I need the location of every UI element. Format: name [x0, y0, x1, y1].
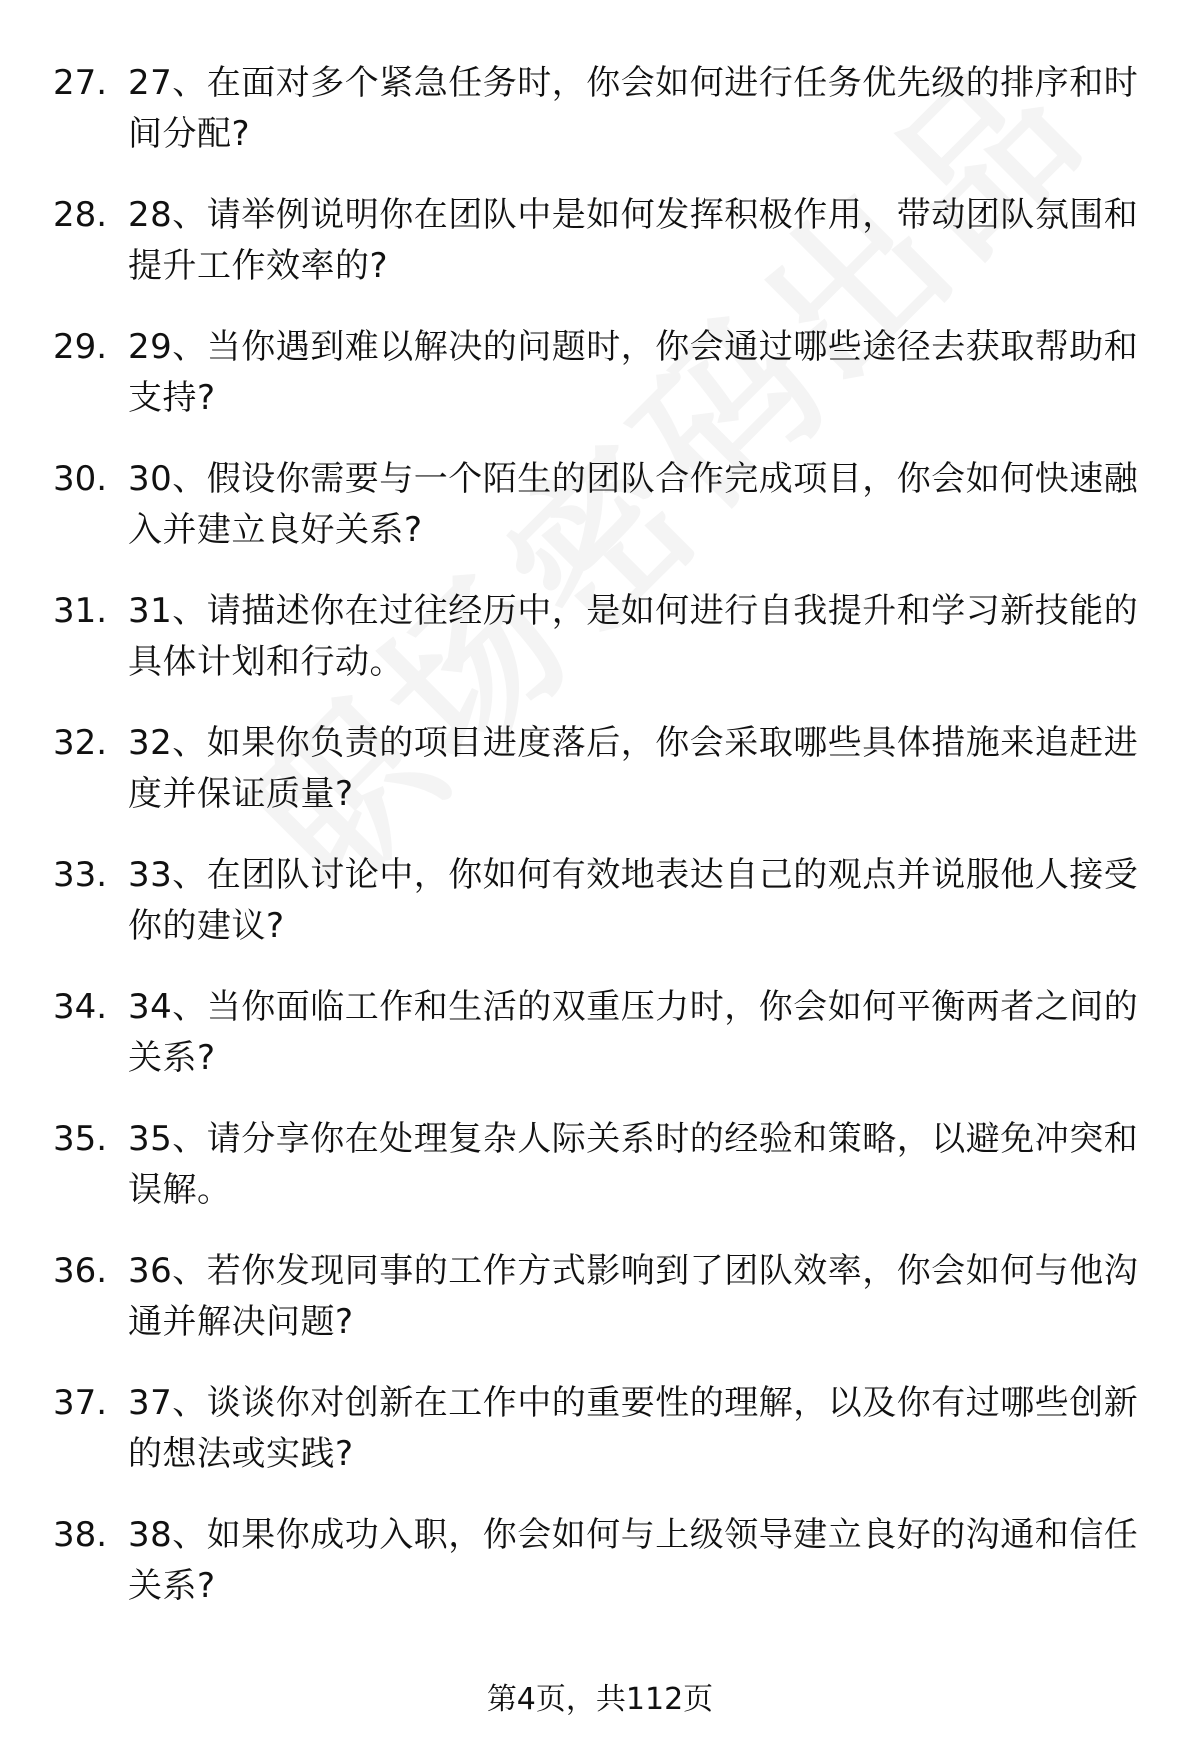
item-number: 36.	[53, 1251, 108, 1291]
item-number: 33.	[53, 855, 108, 895]
question-text: 29、当你遇到难以解决的问题时，你会通过哪些途径去获取帮助和支持?	[128, 327, 1139, 418]
item-number: 31.	[53, 591, 108, 631]
item-number: 34.	[53, 987, 108, 1027]
question-text: 27、在面对多个紧急任务时，你会如何进行任务优先级的排序和时间分配?	[128, 63, 1139, 154]
question-text: 31、请描述你在过往经历中，是如何进行自我提升和学习新技能的具体计划和行动。	[128, 591, 1139, 682]
question-list	[0, 58, 1200, 1642]
list-item	[0, 190, 1200, 322]
item-number: 30.	[53, 459, 108, 499]
question-text: 28、请举例说明你在团队中是如何发挥积极作用，带动团队氛围和提升工作效率的?	[128, 195, 1139, 286]
question-text: 32、如果你负责的项目进度落后，你会采取哪些具体措施来追赶进度并保证质量?	[128, 723, 1139, 814]
item-number: 28.	[53, 195, 108, 235]
question-text: 30、假设你需要与一个陌生的团队合作完成项目，你会如何快速融入并建立良好关系?	[128, 459, 1139, 550]
list-item	[0, 586, 1200, 718]
list-item	[0, 58, 1200, 190]
list-item	[0, 982, 1200, 1114]
question-text: 33、在团队讨论中，你如何有效地表达自己的观点并说服他人接受你的建议?	[128, 855, 1139, 946]
list-item	[0, 1114, 1200, 1246]
question-text: 38、如果你成功入职，你会如何与上级领导建立良好的沟通和信任关系?	[128, 1515, 1139, 1606]
list-item	[0, 850, 1200, 982]
item-number: 29.	[53, 327, 108, 367]
list-item	[0, 1510, 1200, 1642]
list-item	[0, 718, 1200, 850]
page-footer: 第4页，共112页	[486, 1682, 714, 1717]
item-number: 37.	[53, 1383, 108, 1423]
question-text: 37、谈谈你对创新在工作中的重要性的理解，以及你有过哪些创新的想法或实践?	[128, 1383, 1139, 1474]
list-item	[0, 322, 1200, 454]
item-number: 35.	[53, 1119, 108, 1159]
item-number: 32.	[53, 723, 108, 763]
list-item	[0, 1246, 1200, 1378]
item-number: 38.	[53, 1515, 108, 1555]
question-text: 36、若你发现同事的工作方式影响到了团队效率，你会如何与他沟通并解决问题?	[128, 1251, 1139, 1342]
list-item	[0, 1378, 1200, 1510]
question-text: 35、请分享你在处理复杂人际关系时的经验和策略，以避免冲突和误解。	[128, 1119, 1139, 1210]
item-number: 27.	[53, 63, 108, 103]
question-text: 34、当你面临工作和生活的双重压力时，你会如何平衡两者之间的关系?	[128, 987, 1139, 1078]
list-item	[0, 454, 1200, 586]
